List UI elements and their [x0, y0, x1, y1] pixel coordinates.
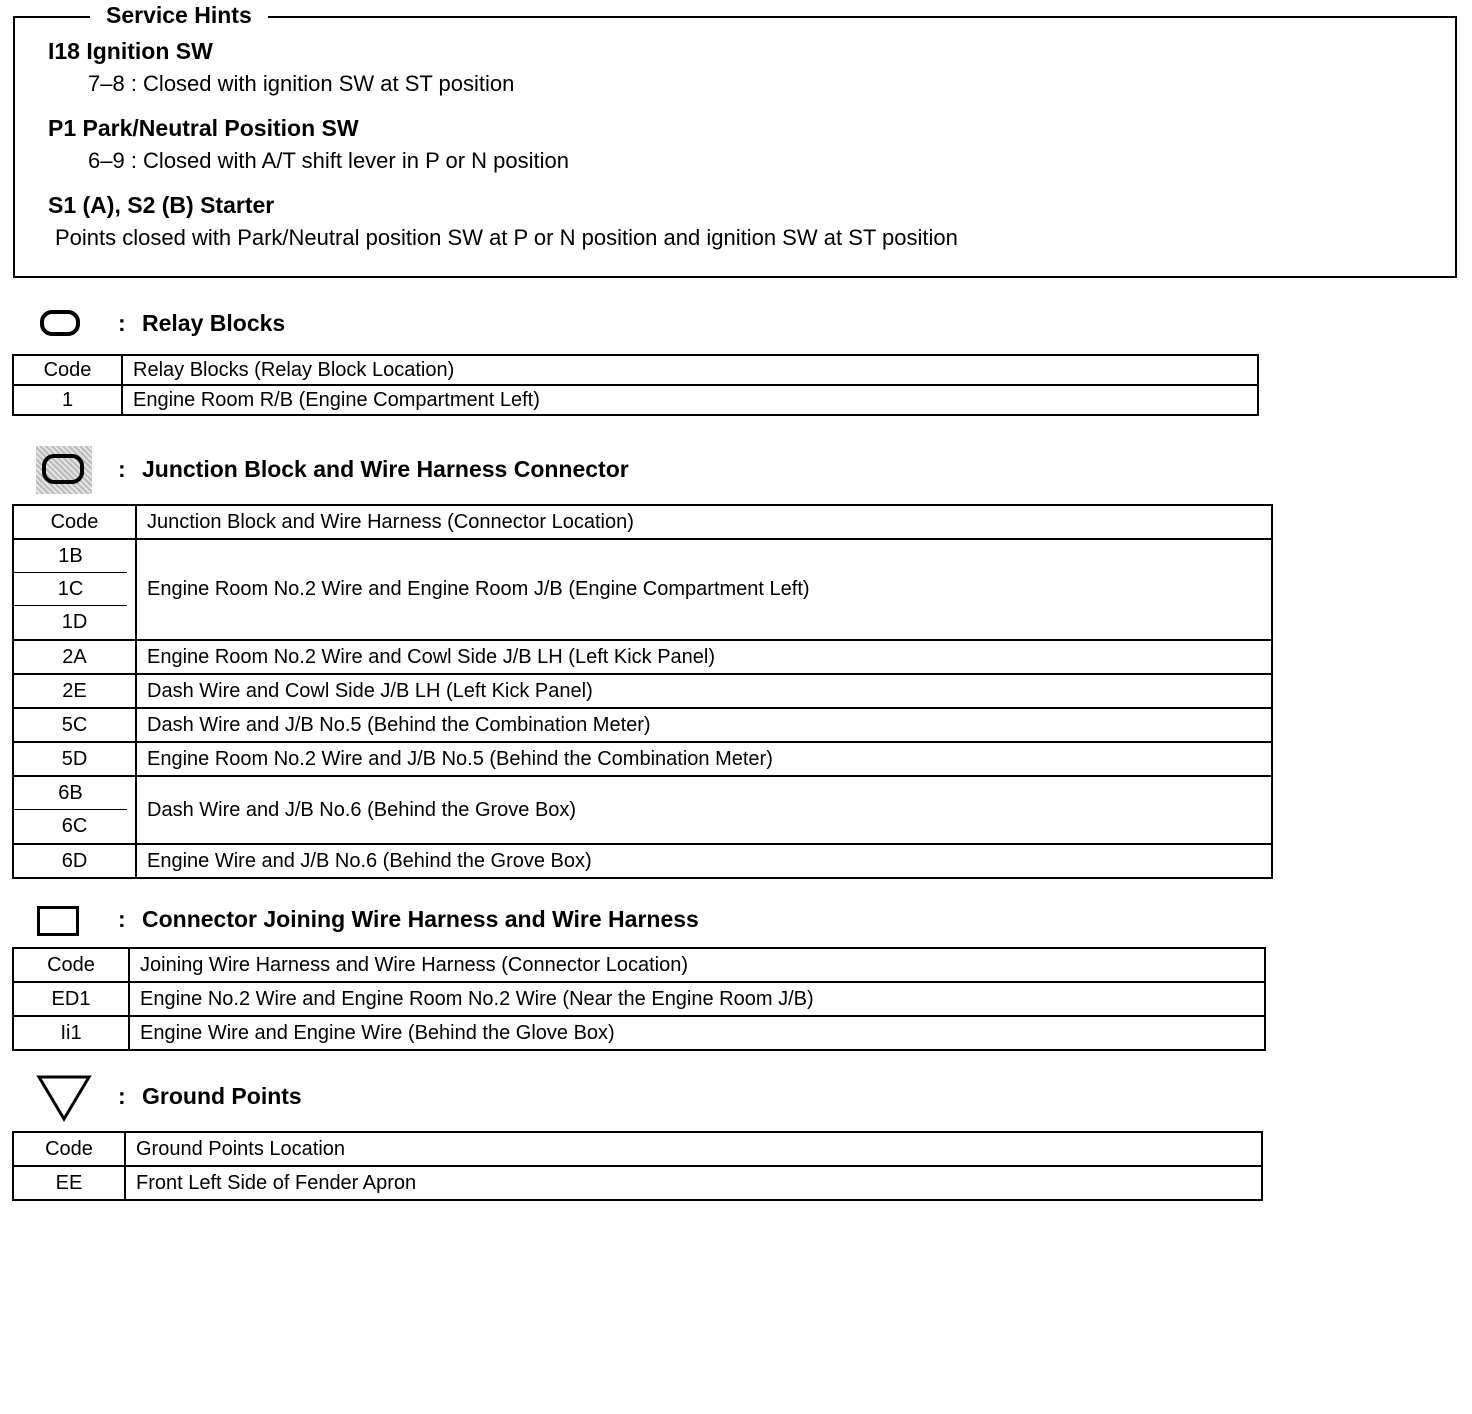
row-desc: Dash Wire and J/B No.5 (Behind the Combination Meter) [136, 708, 1272, 742]
header-code: Code [13, 1132, 125, 1166]
row-desc: Engine Room No.2 Wire and Engine Room J/B (Engine Compartment Left) [136, 539, 1272, 640]
ground-points-title: Ground Points [142, 1083, 302, 1109]
row-desc: Engine Wire and J/B No.6 (Behind the Grove Box) [136, 844, 1272, 878]
row-code: 2A [13, 640, 136, 674]
hint-heading-park-neutral: P1 Park/Neutral Position SW [48, 115, 359, 141]
junction-blocks-colon: : [118, 456, 126, 482]
header-desc: Ground Points Location [125, 1132, 1262, 1166]
table-row [13, 1016, 1265, 1050]
header-code: Code [13, 355, 122, 385]
row-code: 1C [14, 573, 127, 606]
table-row [13, 539, 1272, 640]
service-hints-title: Service Hints [90, 2, 268, 28]
row-code: 6D [13, 844, 136, 878]
rounded-rectangle-icon [40, 310, 80, 336]
row-code: EE [13, 1166, 125, 1200]
hint-heading-starter: S1 (A), S2 (B) Starter [48, 192, 275, 218]
row-desc: Engine Room No.2 Wire and J/B No.5 (Behind the Combination Meter) [136, 742, 1272, 776]
ground-points-heading [118, 1082, 302, 1110]
shaded-rounded-rectangle-icon [42, 454, 84, 484]
junction-blocks-title: Junction Block and Wire Harness Connector [142, 456, 629, 482]
hint-text-park-neutral: 6–9 : Closed with A/T shift lever in P or N position [88, 148, 569, 173]
table-row [13, 1166, 1262, 1200]
row-code: 6C [61, 815, 88, 837]
row-code: 5C [13, 708, 136, 742]
ground-points-table [12, 1131, 1263, 1201]
header-desc: Relay Blocks (Relay Block Location) [122, 355, 1258, 385]
junction-blocks-heading [118, 455, 629, 483]
table-row [13, 674, 1272, 708]
row-code: ED1 [13, 982, 129, 1016]
relay-blocks-heading [118, 309, 285, 337]
junction-blocks-table [12, 504, 1273, 879]
connectors-table [12, 947, 1266, 1051]
relay-blocks-table [12, 354, 1259, 416]
connectors-heading [118, 905, 699, 933]
table-row [13, 708, 1272, 742]
row-code: 6B [14, 777, 127, 810]
relay-blocks-title: Relay Blocks [142, 310, 286, 336]
row-code: 1 [13, 385, 122, 415]
header-code: Code [13, 948, 129, 982]
row-desc: Engine Room No.2 Wire and Cowl Side J/B LH (Left Kick Panel) [136, 640, 1272, 674]
table-row [13, 982, 1265, 1016]
table-row [13, 776, 1272, 844]
row-code: 2E [13, 674, 136, 708]
row-desc: Front Left Side of Fender Apron [125, 1166, 1262, 1200]
rectangle-icon [37, 906, 79, 936]
hint-heading-ignition: I18 Ignition SW [48, 38, 213, 64]
row-code: Ii1 [13, 1016, 129, 1050]
table-row [13, 844, 1272, 878]
row-codes-1 [13, 539, 136, 640]
table-header-row [13, 948, 1265, 982]
table-row [13, 385, 1258, 415]
relay-blocks-colon: : [118, 310, 126, 336]
table-row [13, 640, 1272, 674]
connectors-colon: : [118, 906, 126, 932]
hint-text-ignition: 7–8 : Closed with ignition SW at ST position [88, 71, 515, 96]
ground-points-colon: : [118, 1083, 126, 1109]
row-desc: Dash Wire and Cowl Side J/B LH (Left Kick Panel) [136, 674, 1272, 708]
row-desc: Engine Wire and Engine Wire (Behind the Glove Box) [129, 1016, 1265, 1050]
down-triangle-icon [36, 1074, 92, 1124]
row-desc: Engine Room R/B (Engine Compartment Left) [122, 385, 1258, 415]
hint-text-starter: Points closed with Park/Neutral position SW at P or N position and ignition SW at ST position [55, 225, 958, 250]
row-code: 1B [14, 540, 127, 573]
row-desc: Dash Wire and J/B No.6 (Behind the Grove Box) [136, 776, 1272, 844]
connectors-title: Connector Joining Wire Harness and Wire Harness [142, 906, 699, 932]
header-code: Code [13, 505, 136, 539]
row-desc: Engine No.2 Wire and Engine Room No.2 Wire (Near the Engine Room J/B) [129, 982, 1265, 1016]
table-header-row [13, 1132, 1262, 1166]
table-header-row [13, 355, 1258, 385]
header-desc: Junction Block and Wire Harness (Connector Location) [136, 505, 1272, 539]
row-code: 5D [13, 742, 136, 776]
header-desc: Joining Wire Harness and Wire Harness (Connector Location) [129, 948, 1265, 982]
table-header-row [13, 505, 1272, 539]
table-row [13, 742, 1272, 776]
row-codes-6 [13, 776, 136, 844]
row-code: 1D [61, 611, 88, 633]
